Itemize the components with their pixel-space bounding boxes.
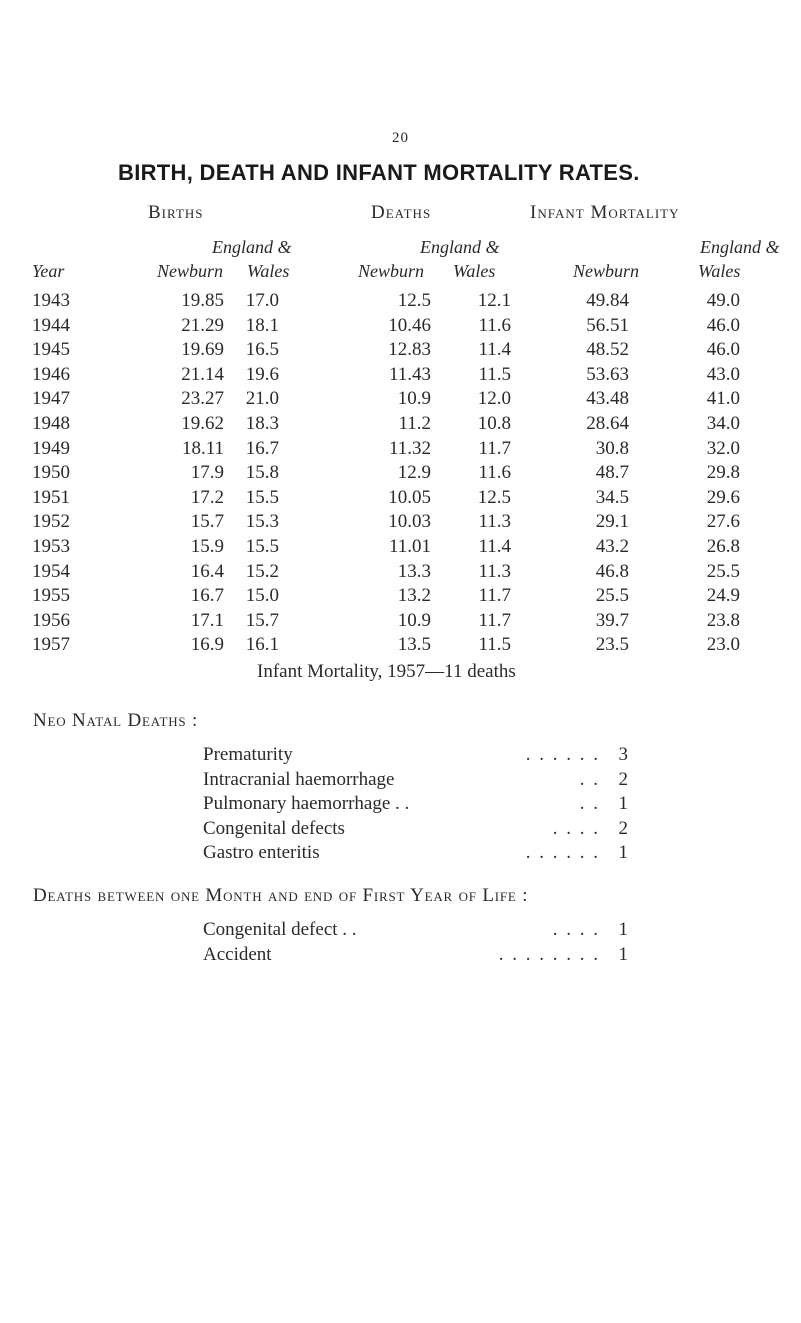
cause-label: Pulmonary haemorrhage . . (203, 793, 410, 814)
cell-d-ew: 12.5 (477, 486, 511, 508)
leader-dots: . . (579, 768, 600, 790)
cell-b-ew: 18.3 (245, 413, 279, 434)
neo-natal-heading: Neo Natal Deaths : (33, 710, 199, 731)
row-year: 1953 (32, 536, 70, 557)
cell-im-newburn: 53.63 (586, 363, 629, 385)
cause-label: Congenital defect . . (203, 919, 357, 940)
cell-d-ew: 11.7 (478, 437, 511, 459)
cell-im-ew: 49.0 (706, 290, 740, 311)
row-year: 1948 (32, 413, 70, 434)
cell-d-newburn: 10.9 (397, 388, 431, 410)
cell-b-newburn: 15.7 (190, 511, 224, 533)
deaths-group-heading: Deaths (371, 202, 432, 223)
cell-b-newburn: 19.69 (181, 339, 224, 361)
cell-b-newburn: 19.85 (181, 290, 224, 311)
cell-d-newburn: 10.05 (388, 486, 431, 508)
row-year: 1952 (32, 511, 70, 533)
cell-im-ew: 46.0 (706, 339, 740, 361)
births-england-wales-top: England & (212, 237, 292, 257)
leader-dots: . . (579, 793, 600, 814)
cell-im-ew: 43.0 (706, 363, 740, 385)
cell-im-newburn: 49.84 (586, 290, 629, 311)
cell-im-ew: 34.0 (706, 413, 740, 434)
cell-d-newburn: 13.5 (397, 634, 431, 656)
cell-b-ew: 21.0 (245, 388, 279, 410)
cell-d-newburn: 11.2 (398, 413, 431, 434)
cell-im-ew: 24.9 (706, 585, 740, 607)
cell-d-ew: 11.3 (478, 511, 511, 533)
cell-d-newburn: 10.9 (397, 609, 431, 631)
leader-dots: . . . . . . (525, 744, 600, 765)
cause-count: 1 (618, 943, 628, 965)
cell-b-ew: 15.5 (245, 536, 279, 557)
cell-im-newburn: 34.5 (595, 486, 629, 508)
cause-count: 2 (618, 768, 628, 790)
cell-im-ew: 41.0 (706, 388, 740, 410)
row-year: 1944 (32, 314, 70, 336)
cell-im-ew: 25.5 (706, 560, 740, 582)
cell-b-newburn: 21.14 (181, 363, 224, 385)
page-title: BIRTH, DEATH AND INFANT MORTALITY RATES. (118, 160, 640, 185)
cause-label: Accident (203, 943, 272, 965)
cell-b-ew: 15.2 (245, 560, 279, 582)
deaths-wales-header: Wales (453, 261, 496, 281)
cause-count: 1 (618, 793, 628, 814)
im-wales-header: Wales (698, 261, 741, 281)
page-number: 20 (392, 130, 409, 146)
cell-d-newburn: 12.83 (388, 339, 431, 361)
cell-b-ew: 18.1 (245, 314, 279, 336)
cell-b-ew: 15.7 (245, 609, 279, 631)
cell-d-ew: 11.7 (478, 609, 511, 631)
cell-d-ew: 11.3 (478, 560, 511, 582)
row-year: 1947 (32, 388, 70, 410)
cell-im-newburn: 25.5 (595, 585, 629, 607)
cell-im-newburn: 29.1 (595, 511, 629, 533)
cause-count: 2 (618, 817, 628, 839)
cell-d-ew: 11.5 (478, 363, 511, 385)
year-header: Year (32, 261, 65, 281)
cell-d-newburn: 10.46 (388, 314, 431, 336)
cell-d-ew: 10.8 (477, 413, 511, 434)
cell-b-newburn: 17.1 (190, 609, 224, 631)
cell-d-ew: 11.7 (478, 585, 511, 607)
cell-d-ew: 11.5 (478, 634, 511, 656)
cell-im-ew: 29.6 (706, 486, 740, 508)
cell-im-ew: 23.8 (706, 609, 740, 631)
infant-mortality-group-heading: Infant Mortality (530, 202, 680, 223)
cell-d-newburn: 11.32 (388, 437, 431, 459)
cell-im-ew: 27.6 (706, 511, 740, 533)
deaths-england-wales-top: England & (420, 237, 500, 257)
cell-d-newburn: 12.5 (397, 290, 431, 311)
row-year: 1957 (32, 634, 70, 656)
births-wales-header: Wales (247, 261, 290, 281)
cell-d-newburn: 13.2 (397, 585, 431, 607)
cell-b-ew: 19.6 (245, 363, 279, 385)
cell-b-ew: 15.8 (245, 462, 279, 484)
cell-d-ew: 12.1 (477, 290, 511, 311)
cell-im-ew: 29.8 (706, 462, 740, 484)
cell-im-newburn: 56.51 (586, 314, 629, 336)
leader-dots: . . . . (552, 817, 600, 839)
cell-b-ew: 15.0 (245, 585, 279, 607)
cell-im-newburn: 30.8 (595, 437, 629, 459)
cell-d-newburn: 12.9 (397, 462, 431, 484)
deaths-newburn-header: Newburn (358, 261, 425, 281)
cell-d-ew: 11.6 (478, 462, 511, 484)
cell-im-newburn: 48.7 (595, 462, 629, 484)
cell-b-newburn: 16.4 (190, 560, 224, 582)
cell-b-newburn: 21.29 (181, 314, 224, 336)
cell-b-ew: 15.5 (245, 486, 279, 508)
cause-label: Prematurity (203, 744, 293, 765)
cause-count: 1 (618, 842, 628, 863)
cell-d-newburn: 10.03 (388, 511, 431, 533)
im-england-wales-top: England & (700, 237, 780, 257)
cell-im-ew: 32.0 (706, 437, 740, 459)
cell-b-ew: 16.7 (245, 437, 279, 459)
cell-b-ew: 15.3 (245, 511, 279, 533)
cell-b-newburn: 17.2 (190, 486, 224, 508)
cell-b-ew: 16.1 (245, 634, 279, 656)
row-year: 1954 (32, 560, 70, 582)
leader-dots: . . . . . . (525, 842, 600, 863)
cell-im-newburn: 39.7 (595, 609, 629, 631)
cause-count: 1 (618, 919, 628, 940)
im-newburn-header: Newburn (573, 261, 640, 281)
cell-d-ew: 11.4 (478, 339, 511, 361)
cell-d-ew: 12.0 (477, 388, 511, 410)
cell-im-newburn: 46.8 (595, 560, 629, 582)
cause-label: Congenital defects (203, 817, 345, 839)
cell-b-ew: 17.0 (245, 290, 279, 311)
cell-d-ew: 11.4 (478, 536, 511, 557)
cell-im-newburn: 28.64 (586, 413, 629, 434)
infant-mortality-summary: Infant Mortality, 1957—11 deaths (257, 661, 516, 682)
cell-b-newburn: 23.27 (181, 388, 224, 410)
cell-im-newburn: 23.5 (595, 634, 629, 656)
cell-d-newburn: 13.3 (397, 560, 431, 582)
cell-b-newburn: 16.9 (190, 634, 224, 656)
leader-dots: . . . . (552, 919, 600, 940)
cell-d-newburn: 11.43 (388, 363, 431, 385)
row-year: 1956 (32, 609, 70, 631)
cell-im-newburn: 48.52 (586, 339, 629, 361)
first-year-heading: Deaths between one Month and end of First Year of Life : (33, 885, 529, 906)
cell-d-ew: 11.6 (478, 314, 511, 336)
leader-dots: . . . . . . . . (498, 943, 600, 965)
cell-b-newburn: 18.11 (181, 437, 224, 459)
row-year: 1955 (32, 585, 70, 607)
row-year: 1945 (32, 339, 70, 361)
cause-count: 3 (618, 744, 628, 765)
row-year: 1951 (32, 486, 70, 508)
cause-label: Intracranial haemorrhage (203, 768, 395, 790)
row-year: 1949 (32, 437, 70, 459)
cell-im-newburn: 43.48 (586, 388, 629, 410)
cell-im-newburn: 43.2 (595, 536, 629, 557)
cell-b-newburn: 17.9 (190, 462, 224, 484)
row-year: 1943 (32, 290, 70, 311)
cell-im-ew: 23.0 (706, 634, 740, 656)
cell-b-newburn: 19.62 (181, 413, 224, 434)
cell-b-ew: 16.5 (245, 339, 279, 361)
births-group-heading: Births (148, 202, 204, 223)
cell-im-ew: 26.8 (706, 536, 740, 557)
cell-im-ew: 46.0 (706, 314, 740, 336)
births-newburn-header: Newburn (157, 261, 224, 281)
cell-d-newburn: 11.01 (388, 536, 431, 557)
cause-label: Gastro enteritis (203, 842, 320, 863)
row-year: 1950 (32, 462, 70, 484)
cell-b-newburn: 15.9 (190, 536, 224, 557)
row-year: 1946 (32, 363, 70, 385)
cell-b-newburn: 16.7 (190, 585, 224, 607)
